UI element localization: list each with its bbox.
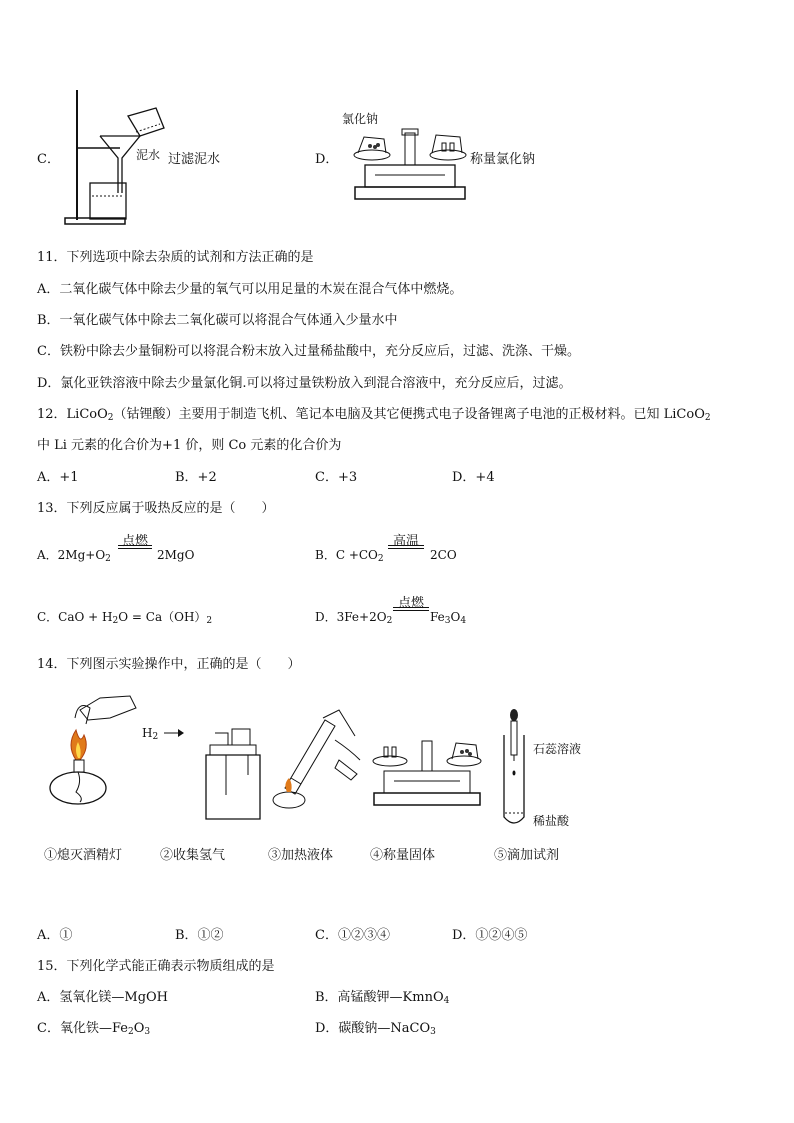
q12-line2: 中 Li 元素的化合价为+1 价，则 Co 元素的化合价为	[37, 438, 342, 453]
q11-option-d: D．氯化亚铁溶液中除去少量氯化铜.可以将过量铁粉放入到混合溶液中，充分反应后，过滤。	[37, 376, 572, 391]
option-d-caption: 称量氯化钠	[470, 152, 536, 167]
q12-option-c: C．+3	[315, 470, 358, 485]
dropper-test-tube-figure	[498, 705, 538, 830]
q12-option-a: A．+1	[37, 470, 79, 485]
q15-option-b: B．高锰酸钾—KmnO$_4$	[315, 990, 450, 1006]
q11-option-a: A．二氧化碳气体中除去少量的氧气可以用足量的木炭在混合气体中燃烧。	[37, 282, 463, 297]
balance-scale-figure	[350, 125, 470, 205]
q14-caption-3: ③加热液体	[268, 848, 334, 863]
q14-option-b: B．①②	[175, 928, 224, 943]
option-c-caption: 过滤泥水	[168, 152, 221, 167]
q13-option-a-bar-bottom	[118, 548, 152, 549]
q12-line1: 12．LiCoO$_2$（钴锂酸）主要用于制造飞机、笔记本电脑及其它便携式电子设备锂离子电池的正极材料。已知 LiCoO$_2$	[37, 407, 711, 423]
q15-option-a: A．氢氧化镁—MgOH	[37, 990, 169, 1005]
option-c-label: C．	[37, 152, 60, 167]
q13-option-b-left: B．$C +CO_2$	[315, 548, 384, 564]
extinguish-lamp-figure	[40, 690, 140, 810]
q14-stem: 14．下列图示实验操作中，正确的是（ ）	[37, 657, 301, 672]
h2-label: $H_2$	[142, 726, 159, 742]
q13-option-d-right: $Fe_3O_4$	[430, 610, 467, 626]
q13-option-b-bar-top	[388, 545, 424, 546]
q13-option-d-left: D．$3Fe+2O_2$	[315, 610, 393, 626]
collect-hydrogen-figure	[160, 725, 260, 825]
q13-option-d-bar-top	[393, 607, 429, 608]
q13-stem: 13．下列反应属于吸热反应的是（ ）	[37, 501, 275, 516]
q13-option-b-condition: 高温	[392, 534, 419, 549]
option-d-label: D．	[315, 152, 339, 167]
sodium-chloride-label: 氯化钠	[342, 112, 379, 126]
q13-option-a-left: A．$2Mg+O_2$	[37, 548, 111, 564]
q14-caption-2: ②收集氢气	[160, 848, 226, 863]
weigh-solid-figure	[370, 735, 485, 810]
q11-option-b: B．一氧化碳气体中除去二氧化碳可以将混合气体通入少量水中	[37, 313, 398, 328]
q12-option-b: B．+2	[175, 470, 217, 485]
q13-option-b-bar-bottom	[388, 548, 424, 549]
q11-stem: 11．下列选项中除去杂质的试剂和方法正确的是	[37, 250, 314, 265]
q13-option-d-condition: 点燃	[397, 596, 424, 611]
q14-caption-1: ①熄灭酒精灯	[44, 848, 123, 863]
heat-liquid-figure	[265, 700, 365, 820]
q13-option-b-right: 2CO	[430, 548, 457, 562]
q14-option-c: C．①②③④	[315, 928, 390, 943]
q13-option-d-bar-bottom	[393, 610, 429, 611]
muddy-water-label: 泥水	[136, 148, 161, 162]
q12-option-d: D．+4	[452, 470, 495, 485]
q13-option-a-condition: 点燃	[121, 534, 148, 549]
q14-option-d: D．①②④⑤	[452, 928, 528, 943]
litmus-solution-label: 石蕊溶液	[533, 742, 582, 756]
q15-stem: 15．下列化学式能正确表示物质组成的是	[37, 959, 275, 974]
q13-option-c: C．CaO + $H_2O = Ca(OH)_2$	[37, 610, 213, 626]
q11-option-c: C．铁粉中除去少量铜粉可以将混合粉末放入过量稀盐酸中，充分反应后，过滤、洗涤、干燥。	[37, 344, 580, 359]
q14-caption-4: ④称量固体	[370, 848, 436, 863]
q13-option-a-right: 2MgO	[157, 548, 195, 562]
q15-option-d: D．碳酸钠—NaCO$_3$	[315, 1021, 436, 1037]
q13-option-a-bar-top	[118, 545, 152, 546]
q15-option-c: C．氧化铁$—Fe_2O_3$	[37, 1021, 151, 1037]
q14-caption-5: ⑤滴加试剂	[494, 848, 560, 863]
q14-option-a: A．①	[37, 928, 73, 943]
dilute-hcl-label: 稀盐酸	[533, 814, 570, 828]
